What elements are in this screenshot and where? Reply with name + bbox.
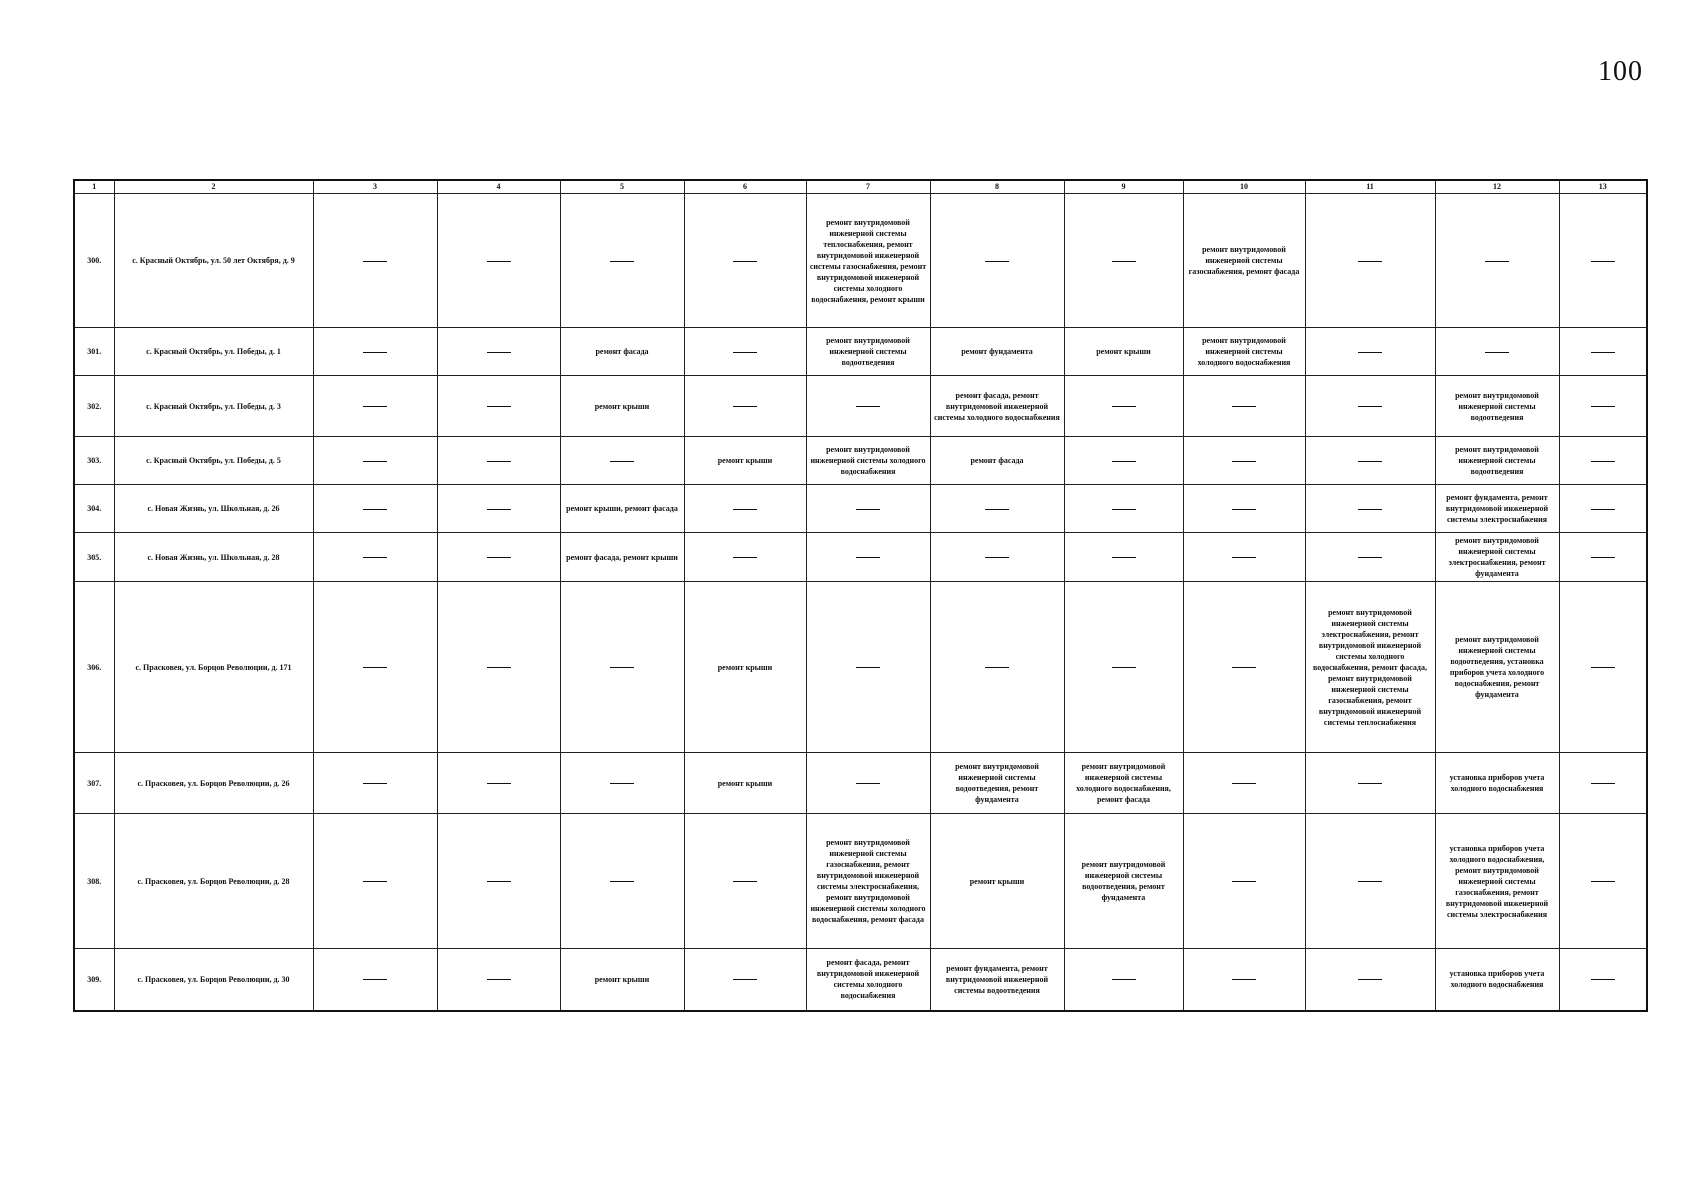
dash-mark	[487, 667, 511, 668]
repair-schedule-table	[73, 179, 1648, 1012]
work-type-cell: ремонт внутридомовой инженерной системы водоотведения, ремонт фундамента	[930, 753, 1064, 814]
table-row	[74, 376, 1647, 437]
address-cell: с. Прасковея, ул. Борцов Революции, д. 26	[114, 753, 313, 814]
dash-mark	[1591, 509, 1615, 510]
empty-cell-dash	[1305, 485, 1435, 533]
table-row	[74, 753, 1647, 814]
dash-mark	[1232, 406, 1256, 407]
work-type-cell: ремонт внутридомовой инженерной системы водоотведения	[806, 328, 930, 376]
empty-cell-dash	[1183, 533, 1305, 582]
table-row	[74, 533, 1647, 582]
row-number: 302.	[74, 376, 114, 437]
dash-mark	[610, 261, 634, 262]
empty-cell-dash	[1305, 194, 1435, 328]
work-type-cell: ремонт внутридомовой инженерной системы электроснабжения, ремонт внутридомовой инженерной системы холодного водоснабжения, ремонт фасада, ремонт внутридомовой инженерной системы газоснабжения, ремонт внутридомовой инженерной системы теплоснабжения	[1305, 582, 1435, 753]
dash-mark	[1232, 557, 1256, 558]
dash-mark	[487, 557, 511, 558]
dash-mark	[1591, 352, 1615, 353]
work-type-cell: установка приборов учета холодного водоснабжения	[1435, 753, 1559, 814]
dash-mark	[1232, 461, 1256, 462]
address-cell: с. Новая Жизнь, ул. Школьная, д. 28	[114, 533, 313, 582]
column-number-header: 2	[114, 180, 313, 194]
empty-cell-dash	[437, 753, 560, 814]
address-cell: с. Прасковея, ул. Борцов Революции, д. 30	[114, 949, 313, 1011]
dash-mark	[733, 406, 757, 407]
work-type-cell: ремонт внутридомовой инженерной системы электроснабжения, ремонт фундамента	[1435, 533, 1559, 582]
empty-cell-dash	[1559, 485, 1647, 533]
empty-cell-dash	[437, 582, 560, 753]
empty-cell-dash	[560, 194, 684, 328]
dash-mark	[1591, 261, 1615, 262]
dash-mark	[363, 667, 387, 668]
row-number: 301.	[74, 328, 114, 376]
dash-mark	[985, 667, 1009, 668]
empty-cell-dash	[437, 949, 560, 1011]
empty-cell-dash	[930, 485, 1064, 533]
dash-mark	[487, 979, 511, 980]
column-number-header: 10	[1183, 180, 1305, 194]
column-number-header: 4	[437, 180, 560, 194]
empty-cell-dash	[313, 194, 437, 328]
empty-cell-dash	[1183, 753, 1305, 814]
table-body	[74, 194, 1647, 1011]
dash-mark	[487, 261, 511, 262]
dash-mark	[1591, 667, 1615, 668]
empty-cell-dash	[1064, 376, 1183, 437]
dash-mark	[1591, 557, 1615, 558]
empty-cell-dash	[313, 437, 437, 485]
dash-mark	[1232, 667, 1256, 668]
column-number-header: 1	[74, 180, 114, 194]
address-cell: с. Прасковея, ул. Борцов Революции, д. 28	[114, 814, 313, 949]
empty-cell-dash	[560, 814, 684, 949]
work-type-cell: ремонт фасада, ремонт внутридомовой инженерной системы холодного водоснабжения	[930, 376, 1064, 437]
dash-mark	[363, 406, 387, 407]
work-type-cell: ремонт крыши	[930, 814, 1064, 949]
empty-cell-dash	[1435, 194, 1559, 328]
dash-mark	[733, 979, 757, 980]
row-number: 304.	[74, 485, 114, 533]
work-type-cell: ремонт фасада	[560, 328, 684, 376]
dash-mark	[1112, 261, 1136, 262]
empty-cell-dash	[930, 533, 1064, 582]
address-cell: с. Красный Октябрь, ул. 50 лет Октября, д. 9	[114, 194, 313, 328]
empty-cell-dash	[437, 328, 560, 376]
table-row	[74, 949, 1647, 1011]
empty-cell-dash	[684, 328, 806, 376]
dash-mark	[1358, 783, 1382, 784]
dash-mark	[487, 461, 511, 462]
work-type-cell: ремонт крыши	[560, 376, 684, 437]
empty-cell-dash	[1064, 485, 1183, 533]
dash-mark	[1358, 352, 1382, 353]
empty-cell-dash	[1559, 328, 1647, 376]
empty-cell-dash	[1064, 533, 1183, 582]
empty-cell-dash	[1183, 376, 1305, 437]
empty-cell-dash	[313, 753, 437, 814]
column-number-header: 9	[1064, 180, 1183, 194]
empty-cell-dash	[437, 437, 560, 485]
dash-mark	[1112, 667, 1136, 668]
table-row	[74, 582, 1647, 753]
dash-mark	[1232, 783, 1256, 784]
row-number: 306.	[74, 582, 114, 753]
dash-mark	[856, 557, 880, 558]
address-cell: с. Прасковея, ул. Борцов Революции, д. 171	[114, 582, 313, 753]
empty-cell-dash	[1559, 753, 1647, 814]
dash-mark	[1358, 509, 1382, 510]
work-type-cell: ремонт внутридомовой инженерной системы газоснабжения, ремонт внутридомовой инженерной системы электроснабжения, ремонт внутридомовой инженерной системы холодного водоснабжения, ремонт фасада	[806, 814, 930, 949]
empty-cell-dash	[560, 753, 684, 814]
work-type-cell: ремонт крыши	[684, 582, 806, 753]
empty-cell-dash	[1305, 533, 1435, 582]
dash-mark	[487, 881, 511, 882]
dash-mark	[733, 261, 757, 262]
empty-cell-dash	[313, 328, 437, 376]
column-number-header: 11	[1305, 180, 1435, 194]
dash-mark	[363, 979, 387, 980]
empty-cell-dash	[930, 582, 1064, 753]
work-type-cell: ремонт внутридомовой инженерной системы холодного водоснабжения, ремонт фасада	[1064, 753, 1183, 814]
empty-cell-dash	[684, 376, 806, 437]
empty-cell-dash	[313, 814, 437, 949]
dash-mark	[985, 261, 1009, 262]
empty-cell-dash	[313, 582, 437, 753]
empty-cell-dash	[806, 376, 930, 437]
work-type-cell: ремонт крыши	[684, 437, 806, 485]
table-row	[74, 485, 1647, 533]
work-type-cell: ремонт крыши	[1064, 328, 1183, 376]
empty-cell-dash	[437, 814, 560, 949]
dash-mark	[733, 509, 757, 510]
column-number-row	[74, 180, 1647, 194]
empty-cell-dash	[1183, 485, 1305, 533]
address-cell: с. Новая Жизнь, ул. Школьная, д. 26	[114, 485, 313, 533]
empty-cell-dash	[437, 194, 560, 328]
dash-mark	[610, 881, 634, 882]
column-number-header: 3	[313, 180, 437, 194]
dash-mark	[1112, 406, 1136, 407]
dash-mark	[610, 461, 634, 462]
work-type-cell: ремонт фасада	[930, 437, 1064, 485]
dash-mark	[1485, 352, 1509, 353]
empty-cell-dash	[684, 949, 806, 1011]
empty-cell-dash	[806, 533, 930, 582]
empty-cell-dash	[313, 533, 437, 582]
empty-cell-dash	[437, 376, 560, 437]
empty-cell-dash	[1305, 753, 1435, 814]
empty-cell-dash	[684, 194, 806, 328]
empty-cell-dash	[1305, 949, 1435, 1011]
empty-cell-dash	[1559, 376, 1647, 437]
work-type-cell: ремонт внутридомовой инженерной системы водоотведения	[1435, 437, 1559, 485]
dash-mark	[985, 509, 1009, 510]
empty-cell-dash	[806, 753, 930, 814]
table-row	[74, 328, 1647, 376]
empty-cell-dash	[1305, 814, 1435, 949]
dash-mark	[1232, 881, 1256, 882]
dash-mark	[1112, 509, 1136, 510]
dash-mark	[1232, 509, 1256, 510]
row-number: 307.	[74, 753, 114, 814]
dash-mark	[1591, 783, 1615, 784]
table-row	[74, 194, 1647, 328]
empty-cell-dash	[560, 582, 684, 753]
dash-mark	[1358, 881, 1382, 882]
dash-mark	[1358, 406, 1382, 407]
empty-cell-dash	[560, 437, 684, 485]
empty-cell-dash	[437, 533, 560, 582]
dash-mark	[363, 783, 387, 784]
work-type-cell: ремонт фундамента, ремонт внутридомовой инженерной системы электроснабжения	[1435, 485, 1559, 533]
dash-mark	[1358, 261, 1382, 262]
table-row	[74, 814, 1647, 949]
dash-mark	[856, 406, 880, 407]
dash-mark	[1358, 461, 1382, 462]
work-type-cell: установка приборов учета холодного водоснабжения, ремонт внутридомовой инженерной системы газоснабжения, ремонт внутридомовой инженерной системы электроснабжения	[1435, 814, 1559, 949]
row-number: 303.	[74, 437, 114, 485]
empty-cell-dash	[1305, 328, 1435, 376]
empty-cell-dash	[1183, 437, 1305, 485]
work-type-cell: установка приборов учета холодного водоснабжения	[1435, 949, 1559, 1011]
dash-mark	[1591, 461, 1615, 462]
work-type-cell: ремонт внутридомовой инженерной системы теплоснабжения, ремонт внутридомовой инженерной системы газоснабжения, ремонт внутридомовой инженерной системы холодного водоснабжения, ремонт крыши	[806, 194, 930, 328]
empty-cell-dash	[1064, 437, 1183, 485]
work-type-cell: ремонт крыши	[684, 753, 806, 814]
empty-cell-dash	[1435, 328, 1559, 376]
empty-cell-dash	[806, 485, 930, 533]
empty-cell-dash	[806, 582, 930, 753]
dash-mark	[733, 352, 757, 353]
dash-mark	[487, 406, 511, 407]
column-number-header: 13	[1559, 180, 1647, 194]
column-number-header: 6	[684, 180, 806, 194]
dash-mark	[1591, 881, 1615, 882]
dash-mark	[985, 557, 1009, 558]
dash-mark	[610, 783, 634, 784]
dash-mark	[1591, 979, 1615, 980]
work-type-cell: ремонт внутридомовой инженерной системы водоотведения	[1435, 376, 1559, 437]
work-type-cell: ремонт внутридомовой инженерной системы газоснабжения, ремонт фасада	[1183, 194, 1305, 328]
empty-cell-dash	[1183, 582, 1305, 753]
empty-cell-dash	[1064, 194, 1183, 328]
dash-mark	[487, 509, 511, 510]
dash-mark	[1112, 979, 1136, 980]
work-type-cell: ремонт фасада, ремонт крыши	[560, 533, 684, 582]
empty-cell-dash	[684, 814, 806, 949]
work-type-cell: ремонт фасада, ремонт внутридомовой инженерной системы холодного водоснабжения	[806, 949, 930, 1011]
dash-mark	[856, 783, 880, 784]
empty-cell-dash	[1183, 949, 1305, 1011]
row-number: 309.	[74, 949, 114, 1011]
address-cell: с. Красный Октябрь, ул. Победы, д. 5	[114, 437, 313, 485]
empty-cell-dash	[1305, 437, 1435, 485]
address-cell: с. Красный Октябрь, ул. Победы, д. 3	[114, 376, 313, 437]
dash-mark	[733, 881, 757, 882]
row-number: 300.	[74, 194, 114, 328]
dash-mark	[1358, 979, 1382, 980]
empty-cell-dash	[1064, 582, 1183, 753]
empty-cell-dash	[1559, 194, 1647, 328]
empty-cell-dash	[1559, 533, 1647, 582]
dash-mark	[363, 461, 387, 462]
table-row	[74, 437, 1647, 485]
dash-mark	[1112, 557, 1136, 558]
empty-cell-dash	[1559, 814, 1647, 949]
dash-mark	[363, 557, 387, 558]
empty-cell-dash	[313, 949, 437, 1011]
dash-mark	[363, 881, 387, 882]
dash-mark	[856, 509, 880, 510]
work-type-cell: ремонт внутридомовой инженерной системы водоотведения, установка приборов учета холодного водоснабжения, ремонт фундамента	[1435, 582, 1559, 753]
column-number-header: 7	[806, 180, 930, 194]
empty-cell-dash	[1064, 949, 1183, 1011]
empty-cell-dash	[437, 485, 560, 533]
dash-mark	[1591, 406, 1615, 407]
empty-cell-dash	[313, 376, 437, 437]
empty-cell-dash	[684, 485, 806, 533]
row-number: 308.	[74, 814, 114, 949]
column-number-header: 8	[930, 180, 1064, 194]
dash-mark	[1485, 261, 1509, 262]
dash-mark	[487, 352, 511, 353]
empty-cell-dash	[313, 485, 437, 533]
work-type-cell: ремонт крыши	[560, 949, 684, 1011]
dash-mark	[1358, 557, 1382, 558]
dash-mark	[610, 667, 634, 668]
address-cell: с. Красный Октябрь, ул. Победы, д. 1	[114, 328, 313, 376]
column-number-header: 5	[560, 180, 684, 194]
dash-mark	[487, 783, 511, 784]
empty-cell-dash	[1559, 949, 1647, 1011]
dash-mark	[363, 261, 387, 262]
work-type-cell: ремонт внутридомовой инженерной системы холодного водоснабжения	[1183, 328, 1305, 376]
empty-cell-dash	[1183, 814, 1305, 949]
column-number-header: 12	[1435, 180, 1559, 194]
empty-cell-dash	[930, 194, 1064, 328]
empty-cell-dash	[1559, 437, 1647, 485]
work-type-cell: ремонт фундамента, ремонт внутридомовой инженерной системы водоотведения	[930, 949, 1064, 1011]
empty-cell-dash	[684, 533, 806, 582]
empty-cell-dash	[1305, 376, 1435, 437]
work-type-cell: ремонт крыши, ремонт фасада	[560, 485, 684, 533]
work-type-cell: ремонт внутридомовой инженерной системы холодного водоснабжения	[806, 437, 930, 485]
page-number: 100	[1598, 56, 1643, 87]
work-type-cell: ремонт фундамента	[930, 328, 1064, 376]
work-type-cell: ремонт внутридомовой инженерной системы водоотведения, ремонт фундамента	[1064, 814, 1183, 949]
dash-mark	[363, 509, 387, 510]
dash-mark	[1112, 461, 1136, 462]
dash-mark	[1232, 979, 1256, 980]
dash-mark	[856, 667, 880, 668]
dash-mark	[733, 557, 757, 558]
empty-cell-dash	[1559, 582, 1647, 753]
row-number: 305.	[74, 533, 114, 582]
dash-mark	[363, 352, 387, 353]
